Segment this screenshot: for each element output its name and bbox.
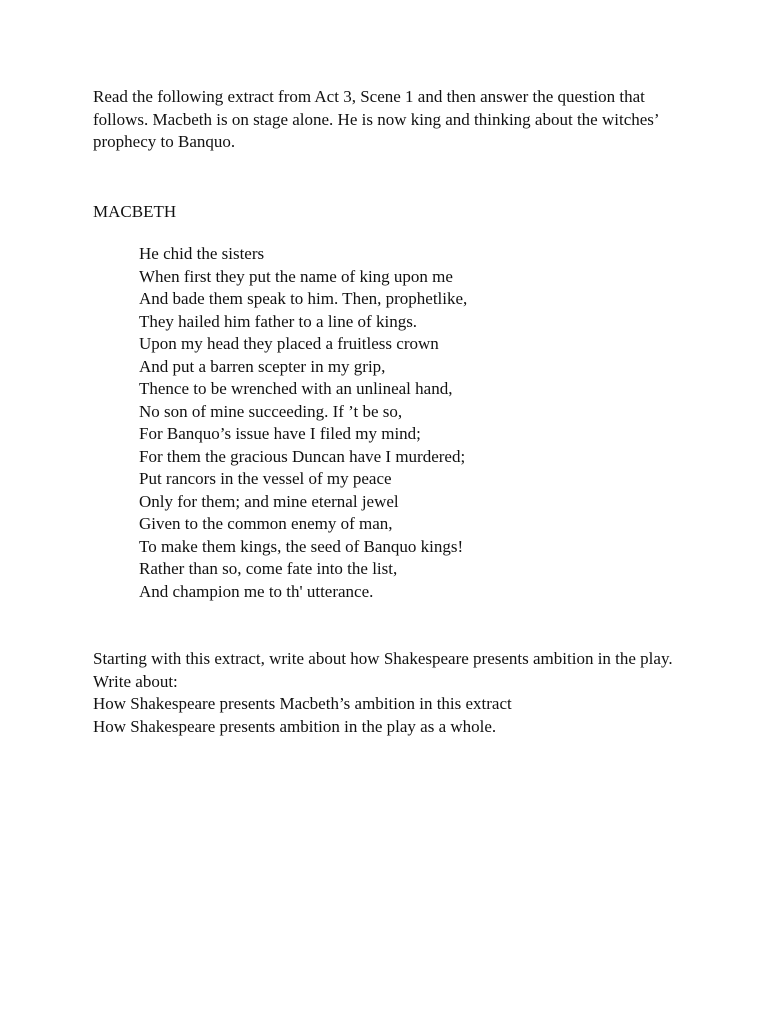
verse-line-13: Given to the common enemy of man,: [139, 514, 393, 533]
verse-line-9: For Banquo’s issue have I filed my mind;: [139, 424, 421, 443]
verse-line-6: And put a barren scepter in my grip,: [139, 356, 386, 376]
document-page: [93, 86, 683, 738]
verse-line-10: For them the gracious Duncan have I murdered;: [139, 446, 466, 466]
intro-paragraph: [93, 86, 683, 154]
verse-line-11: Put rancors in the vessel of my peace: [139, 469, 392, 488]
task-section: [93, 648, 683, 738]
verse-line-2: When first they put the name of king upon me: [139, 266, 453, 286]
verse-extract: [93, 243, 683, 603]
speaker-name: MACBETH: [93, 201, 177, 221]
verse-line-5: Upon my head they placed a fruitless crown: [139, 334, 439, 353]
task-bullet-1: How Shakespeare presents Macbeth’s ambition in this extract: [93, 694, 512, 713]
task-bullet-2: How Shakespeare presents ambition in the play as a whole.: [93, 716, 497, 736]
verse-line-15: Rather than so, come fate into the list,: [139, 559, 398, 578]
intro-text: Read the following extract from Act 3, Scene 1 and then answer the question that follows. Macbeth is on stage alone. He is now king and thinking about the witches’ prophecy to Banquo.: [93, 87, 659, 151]
verse-line-7: Thence to be wrenched with an unlineal hand,: [139, 379, 453, 398]
verse-line-1: He chid the sisters: [139, 244, 265, 263]
verse-line-16: And champion me to th' utterance.: [139, 581, 374, 601]
verse-line-12: Only for them; and mine eternal jewel: [139, 491, 399, 511]
verse-line-4: They hailed him father to a line of kings.: [139, 311, 418, 331]
verse-line-3: And bade them speak to him. Then, prophetlike,: [139, 289, 468, 308]
task-prompt: Starting with this extract, write about how Shakespeare presents ambition in the play. Write about:: [93, 649, 673, 691]
verse-line-8: No son of mine succeeding. If ’t be so,: [139, 401, 403, 421]
verse-line-14: To make them kings, the seed of Banquo kings!: [139, 536, 464, 556]
